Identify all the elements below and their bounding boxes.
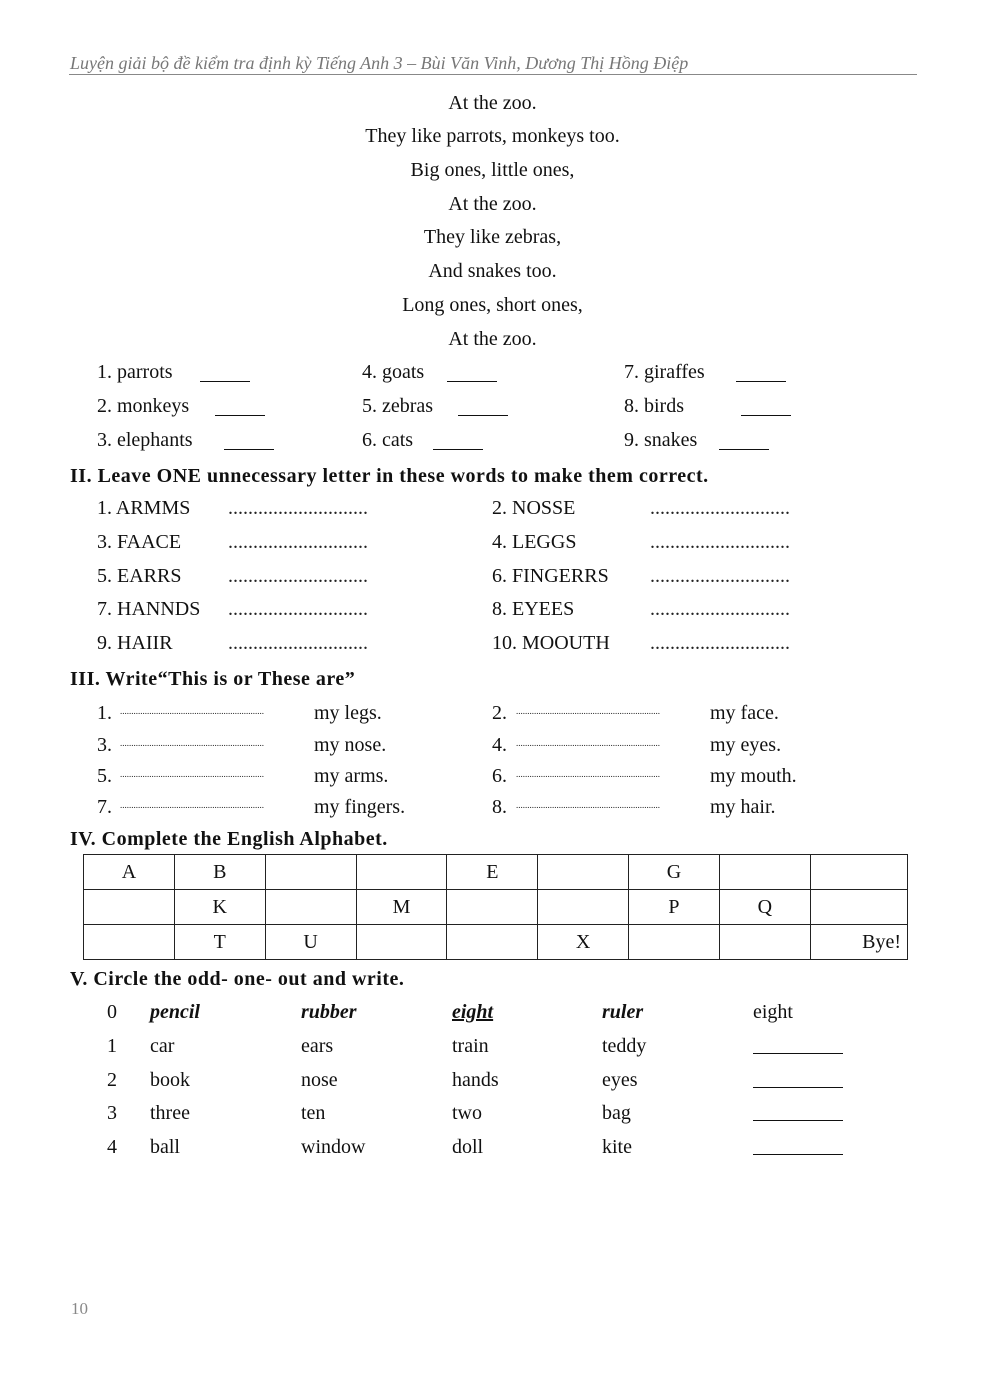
alphabet-row — [84, 890, 908, 925]
alphabet-blank-cell[interactable] — [538, 855, 629, 890]
alphabet-blank-cell[interactable] — [84, 890, 175, 925]
header-rule — [69, 74, 917, 75]
animal-label: 2. monkeys — [97, 395, 190, 417]
page-number: 10 — [71, 1299, 88, 1318]
sentence-ending: my face. — [710, 702, 779, 724]
alphabet-letter: B — [174, 855, 265, 890]
alphabet-blank-cell[interactable] — [265, 890, 356, 925]
misspelled-word: 7. HANNDS — [97, 598, 201, 620]
alphabet-letter: Q — [719, 890, 810, 925]
animal-label: 8. birds — [624, 395, 684, 417]
word-option[interactable]: car — [150, 1035, 175, 1057]
word-option[interactable]: nose — [301, 1069, 338, 1091]
animal-label: 5. zebras — [362, 395, 434, 417]
alphabet-blank-cell[interactable] — [447, 890, 538, 925]
sentence-ending: my eyes. — [710, 734, 782, 756]
alphabet-letter: T — [174, 925, 265, 960]
misspelled-word: 4. LEGGS — [492, 531, 577, 553]
animal-label: 4. goats — [362, 361, 425, 383]
word-option[interactable]: doll — [452, 1136, 484, 1158]
alphabet-row — [84, 925, 908, 960]
alphabet-row — [84, 855, 908, 890]
word-option[interactable]: bag — [602, 1102, 631, 1124]
answer-dots[interactable]: ............................ — [650, 497, 790, 519]
word-option[interactable]: ten — [301, 1102, 326, 1124]
alphabet-blank-cell[interactable] — [719, 925, 810, 960]
sentence-ending: my legs. — [314, 702, 382, 724]
item-number: 8. — [492, 796, 507, 818]
section-5-title: V. Circle the odd- one- out and write. — [70, 968, 405, 990]
word-option[interactable]: ruler — [602, 1001, 644, 1023]
section-3-title: III. Write“This is or These are” — [70, 668, 356, 690]
animal-label: 7. giraffes — [624, 361, 705, 383]
misspelled-word: 3. FAACE — [97, 531, 182, 553]
answer-dots[interactable]: ................................................................ — [516, 706, 660, 716]
answer-dots[interactable]: ................................................................ — [120, 738, 264, 748]
answer-dots[interactable]: ............................ — [650, 565, 790, 587]
alphabet-blank-cell[interactable] — [447, 925, 538, 960]
alphabet-blank-cell[interactable] — [629, 925, 720, 960]
answer-blank[interactable] — [753, 1032, 843, 1054]
sentence-ending: my arms. — [314, 765, 389, 787]
answer-dots[interactable]: ............................ — [650, 598, 790, 620]
alphabet-letter: K — [174, 890, 265, 925]
answer-blank[interactable] — [741, 394, 791, 416]
alphabet-letter: P — [629, 890, 720, 925]
answer-dots[interactable]: ............................ — [228, 598, 368, 620]
alphabet-blank-cell[interactable] — [810, 890, 907, 925]
item-number: 2. — [492, 702, 507, 724]
item-number: 1. — [97, 702, 112, 724]
answer-blank[interactable] — [753, 1133, 843, 1155]
misspelled-word: 1. ARMMS — [97, 497, 191, 519]
word-option[interactable]: hands — [452, 1069, 499, 1091]
misspelled-word: 10. MOOUTH — [492, 632, 610, 654]
answer-blank[interactable] — [447, 360, 497, 382]
item-number: 2 — [107, 1069, 117, 1091]
sentence-ending: my nose. — [314, 734, 387, 756]
answer-blank[interactable] — [753, 1099, 843, 1121]
answer-blank[interactable] — [719, 428, 769, 450]
example-answer: eight — [753, 1001, 793, 1023]
answer-blank[interactable] — [736, 360, 786, 382]
answer-blank[interactable] — [224, 428, 274, 450]
misspelled-word: 2. NOSSE — [492, 497, 576, 519]
word-option[interactable]: eyes — [602, 1069, 638, 1091]
answer-dots[interactable]: ................................................................ — [516, 769, 660, 779]
word-option[interactable]: window — [301, 1136, 366, 1158]
item-number: 3. — [97, 734, 112, 756]
answer-blank[interactable] — [458, 394, 508, 416]
alphabet-letter: U — [265, 925, 356, 960]
answer-blank[interactable] — [753, 1066, 843, 1088]
alphabet-letter: A — [84, 855, 175, 890]
answer-dots[interactable]: ................................................................ — [120, 800, 264, 810]
animal-label: 1. parrots — [97, 361, 173, 383]
misspelled-word: 6. FINGERRS — [492, 565, 609, 587]
animal-label: 9. snakes — [624, 429, 698, 451]
word-option[interactable]: book — [150, 1069, 190, 1091]
poem-line: They like zebras, — [423, 226, 562, 248]
answer-dots[interactable]: ................................................................ — [516, 800, 660, 810]
sentence-ending: my fingers. — [314, 796, 406, 818]
alphabet-letter: X — [538, 925, 629, 960]
item-number: 4. — [492, 734, 507, 756]
word-option[interactable]: two — [452, 1102, 482, 1124]
alphabet-blank-cell[interactable] — [538, 890, 629, 925]
sentence-ending: my hair. — [710, 796, 776, 818]
item-number: 4 — [107, 1136, 117, 1158]
alphabet-blank-cell[interactable] — [265, 855, 356, 890]
answer-blank[interactable] — [433, 428, 483, 450]
answer-dots[interactable]: ................................................................ — [120, 769, 264, 779]
answer-blank[interactable] — [200, 360, 250, 382]
poem-line: They like parrots, monkeys too. — [365, 125, 620, 147]
item-number: 6. — [492, 765, 507, 787]
alphabet-blank-cell[interactable] — [810, 855, 907, 890]
word-option[interactable]: pencil — [150, 1001, 200, 1023]
section-2-title: II. Leave ONE unnecessary letter in these words to make them correct. — [70, 465, 709, 487]
alphabet-letter: Bye! — [810, 925, 907, 960]
word-option[interactable]: rubber — [301, 1001, 357, 1023]
poem-line: Long ones, short ones, — [402, 294, 583, 316]
sentence-ending: my mouth. — [710, 765, 797, 787]
word-option[interactable]: kite — [602, 1136, 632, 1158]
animal-label: 3. elephants — [97, 429, 193, 451]
alphabet-blank-cell[interactable] — [356, 925, 447, 960]
answer-blank[interactable] — [215, 394, 265, 416]
alphabet-blank-cell[interactable] — [84, 925, 175, 960]
word-option[interactable]: train — [452, 1035, 489, 1057]
alphabet-blank-cell[interactable] — [719, 855, 810, 890]
misspelled-word: 5. EARRS — [97, 565, 182, 587]
alphabet-letter: M — [356, 890, 447, 925]
item-number: 7. — [97, 796, 112, 818]
answer-dots[interactable]: ............................ — [228, 565, 368, 587]
answer-dots[interactable]: ................................................................ — [120, 706, 264, 716]
word-option[interactable]: ears — [301, 1035, 334, 1057]
poem-line: At the zoo. — [448, 92, 537, 114]
alphabet-letter: E — [447, 855, 538, 890]
alphabet-table — [83, 854, 908, 960]
animal-label: 6. cats — [362, 429, 414, 451]
answer-dots[interactable]: ............................ — [228, 632, 368, 654]
answer-dots[interactable]: ............................ — [228, 497, 368, 519]
item-number: 1 — [107, 1035, 117, 1057]
alphabet-blank-cell[interactable] — [356, 855, 447, 890]
poem-line: Big ones, little ones, — [410, 159, 575, 181]
alphabet-letter: G — [629, 855, 720, 890]
word-option[interactable]: ball — [150, 1136, 180, 1158]
misspelled-word: 9. HAIIR — [97, 632, 173, 654]
misspelled-word: 8. EYEES — [492, 598, 575, 620]
answer-dots[interactable]: ................................................................ — [516, 738, 660, 748]
running-header: Luyện giải bộ đề kiểm tra định kỳ Tiếng Anh 3 – Bùi Văn Vinh, Dương Thị Hồng Điệp — [70, 53, 689, 73]
poem-line: And snakes too. — [428, 260, 557, 282]
item-number: 3 — [107, 1102, 117, 1124]
answer-dots[interactable]: ............................ — [650, 632, 790, 654]
section-4-title: IV. Complete the English Alphabet. — [70, 828, 388, 850]
answer-dots[interactable]: ............................ — [228, 531, 368, 553]
word-option[interactable]: teddy — [602, 1035, 647, 1057]
answer-dots[interactable]: ............................ — [650, 531, 790, 553]
word-option[interactable]: eight — [452, 1001, 494, 1023]
poem-line: At the zoo. — [448, 328, 537, 350]
item-number: 0 — [107, 1001, 117, 1023]
word-option[interactable]: three — [150, 1102, 190, 1124]
item-number: 5. — [97, 765, 112, 787]
poem-line: At the zoo. — [448, 193, 537, 215]
